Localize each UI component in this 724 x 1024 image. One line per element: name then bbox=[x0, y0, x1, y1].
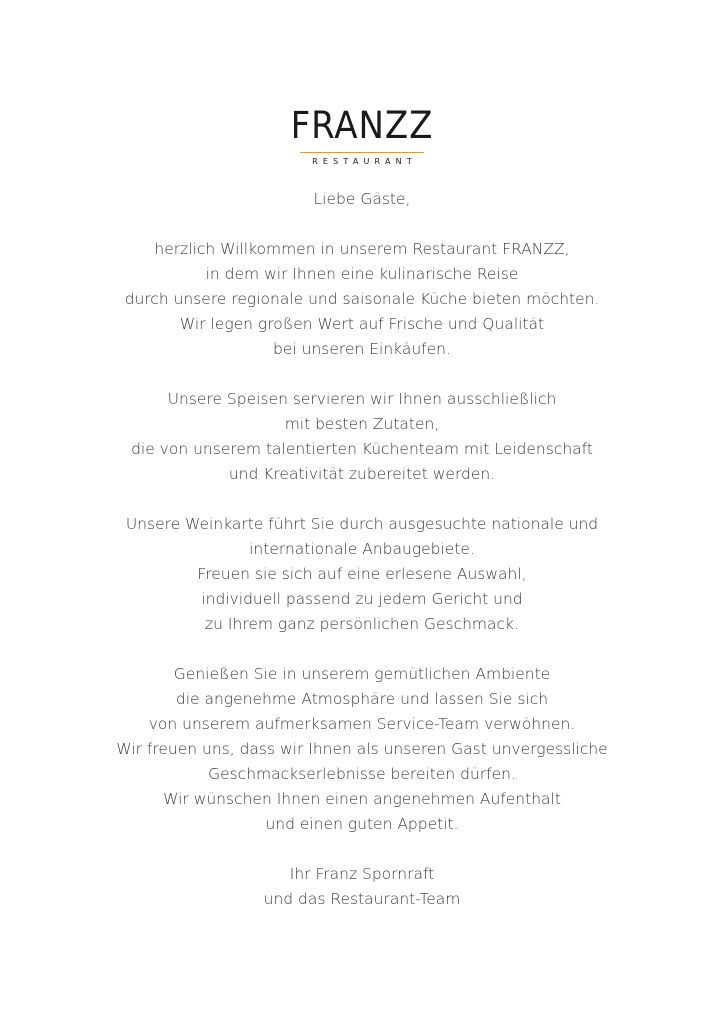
signature bbox=[0, 862, 724, 912]
text-line: die von unserem talentierten Küchenteam mit Leidenschaft bbox=[131, 440, 593, 458]
paragraph-gap bbox=[0, 362, 724, 387]
logo-divider bbox=[300, 152, 424, 153]
paragraph-gap bbox=[0, 637, 724, 662]
text-line: herzlich Willkommen in unserem Restaurant FRANZZ, bbox=[154, 240, 570, 258]
text-line: individuell passend zu jedem Gericht und bbox=[201, 590, 523, 608]
text-line: Unsere Speisen servieren wir Ihnen ausschließlich bbox=[167, 390, 557, 408]
text-line: internationale Anbaugebiete. bbox=[249, 540, 475, 558]
text-line: mit besten Zutaten, bbox=[284, 415, 440, 433]
logo-wordmark: FRANZZ bbox=[290, 104, 434, 147]
signature-line: Ihr Franz Spornraft bbox=[289, 865, 435, 883]
text-line: in dem wir Ihnen eine kulinarische Reise bbox=[205, 265, 519, 283]
text-line: Genießen Sie in unserem gemütlichen Ambiente bbox=[173, 665, 551, 683]
restaurant-logo bbox=[0, 106, 724, 167]
paragraph-gap bbox=[0, 837, 724, 862]
logo-subtitle: RESTAURANT bbox=[312, 157, 417, 166]
text-line: zu Ihrem ganz persönlichen Geschmack. bbox=[205, 615, 519, 633]
text-line: Wir legen großen Wert auf Frische und Qualität bbox=[179, 315, 545, 333]
paragraph-dishes bbox=[0, 387, 724, 487]
text-line: Freuen sie sich auf eine erlesene Auswahl, bbox=[197, 565, 527, 583]
text-line: und einen guten Appetit. bbox=[265, 815, 459, 833]
greeting: Liebe Gäste, bbox=[313, 190, 411, 208]
text-line: von unserem aufmerksamen Service-Team verwöhnen. bbox=[148, 715, 576, 733]
text-line: Geschmackserlebnisse bereiten dürfen. bbox=[208, 765, 516, 783]
text-line: die angenehme Atmosphäre und lassen Sie sich bbox=[175, 690, 549, 708]
letter-body bbox=[0, 187, 724, 912]
text-line: Wir freuen uns, dass wir Ihnen als unseren Gast unvergessliche bbox=[116, 740, 608, 758]
paragraph-wine bbox=[0, 512, 724, 637]
paragraph-welcome bbox=[0, 237, 724, 362]
text-line: und Kreativität zubereitet werden. bbox=[228, 465, 496, 483]
text-line: Unsere Weinkarte führt Sie durch ausgesuchte nationale und bbox=[125, 515, 599, 533]
text-line: Wir wünschen Ihnen einen angenehmen Aufenthalt bbox=[163, 790, 561, 808]
text-line: bei unseren Einkäufen. bbox=[273, 340, 451, 358]
paragraph-ambience bbox=[0, 662, 724, 837]
paragraph-gap bbox=[0, 212, 724, 237]
paragraph-gap bbox=[0, 487, 724, 512]
signature-line: und das Restaurant-Team bbox=[263, 890, 461, 908]
text-line: durch unsere regionale und saisonale Küche bieten möchten. bbox=[124, 290, 600, 308]
